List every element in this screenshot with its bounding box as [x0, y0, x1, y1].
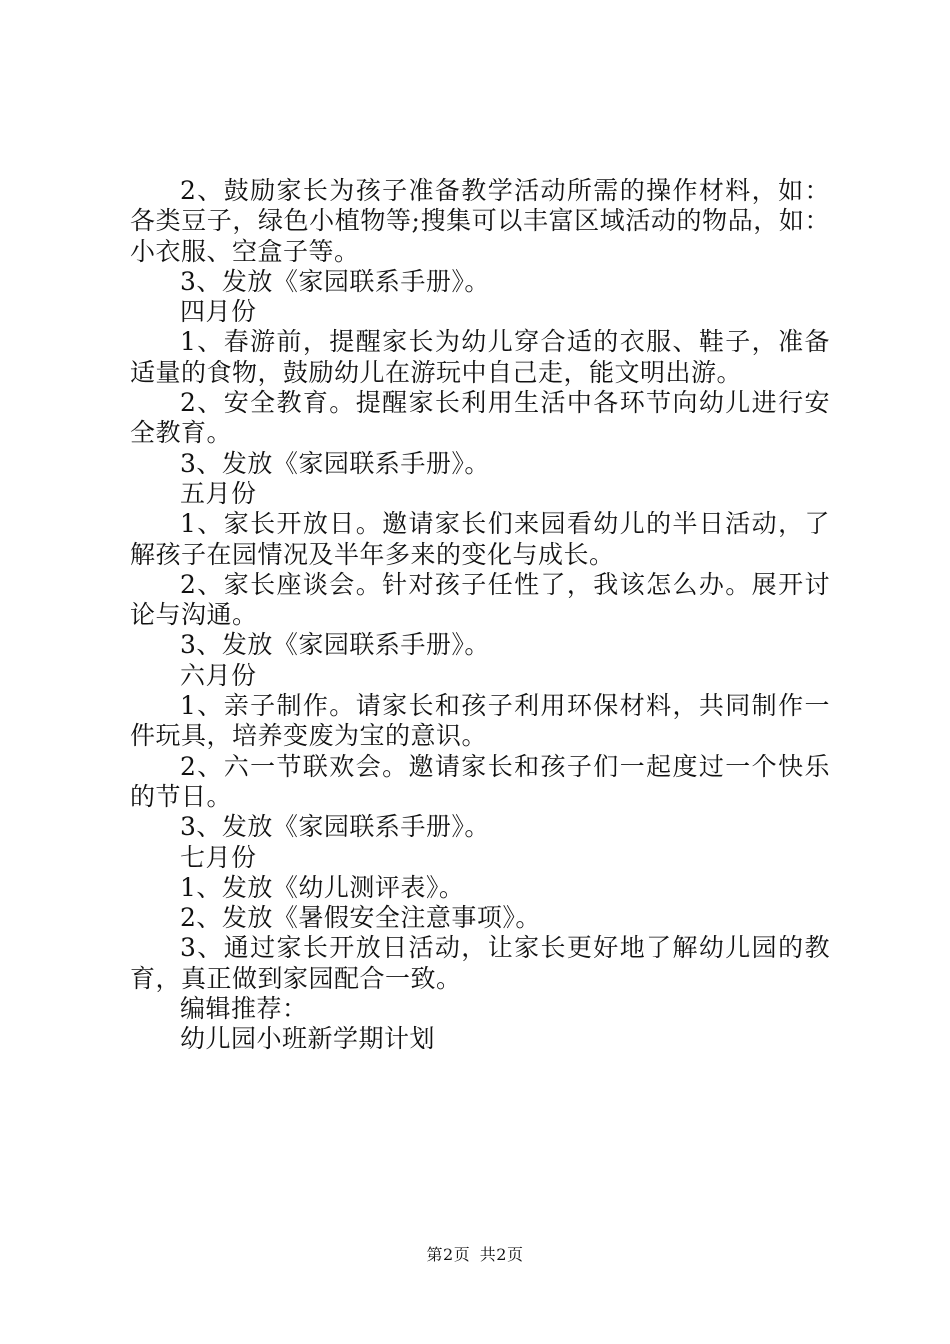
- paragraph: 2、发放《暑假安全注意事项》。: [180, 903, 541, 933]
- editor-recommend-label: 编辑推荐：: [180, 994, 308, 1024]
- recommended-article-link[interactable]: 幼儿园小班新学期计划: [180, 1024, 436, 1054]
- paragraph: 2、鼓励家长为孩子准备教学活动所需的操作材料，如：各类豆子，绿色小植物等;搜集可以丰富区域活动的物品，如：小衣服、空盒子等。: [130, 176, 830, 266]
- document-body: [130, 176, 830, 1055]
- page-footer: [0, 1245, 950, 1265]
- paragraph: 2、安全教育。提醒家长利用生活中各环节向幼儿进行安全教育。: [130, 388, 830, 448]
- paragraph: 1、亲子制作。请家长和孩子利用环保材料，共同制作一件玩具，培养变废为宝的意识。: [130, 691, 830, 751]
- paragraph: 3、发放《家园联系手册》。: [180, 630, 490, 660]
- page-total: 共2页: [479, 1245, 524, 1264]
- section-heading-june: 六月份: [180, 660, 257, 690]
- paragraph: 3、发放《家园联系手册》。: [180, 812, 490, 842]
- section-heading-april: 四月份: [180, 297, 257, 327]
- paragraph: 3、发放《家园联系手册》。: [180, 266, 490, 296]
- paragraph: 1、家长开放日。邀请家长们来园看幼儿的半日活动，了解孩子在园情况及半年多来的变化与成长。: [130, 509, 830, 569]
- paragraph: 3、发放《家园联系手册》。: [180, 448, 490, 478]
- paragraph: 1、春游前，提醒家长为幼儿穿合适的衣服、鞋子，准备适量的食物，鼓励幼儿在游玩中自己走，能文明出游。: [130, 327, 830, 387]
- paragraph: 2、六一节联欢会。邀请家长和孩子们一起度过一个快乐的节日。: [130, 751, 830, 811]
- paragraph: 2、家长座谈会。针对孩子任性了，我该怎么办。展开讨论与沟通。: [130, 569, 830, 630]
- section-heading-may: 五月份: [180, 478, 257, 508]
- page-number: 第2页: [426, 1245, 471, 1264]
- paragraph: 1、发放《幼儿测评表》。: [180, 872, 465, 902]
- paragraph: 3、通过家长开放日活动，让家长更好地了解幼儿园的教育，真正做到家园配合一致。: [130, 933, 830, 993]
- section-heading-july: 七月份: [180, 842, 257, 872]
